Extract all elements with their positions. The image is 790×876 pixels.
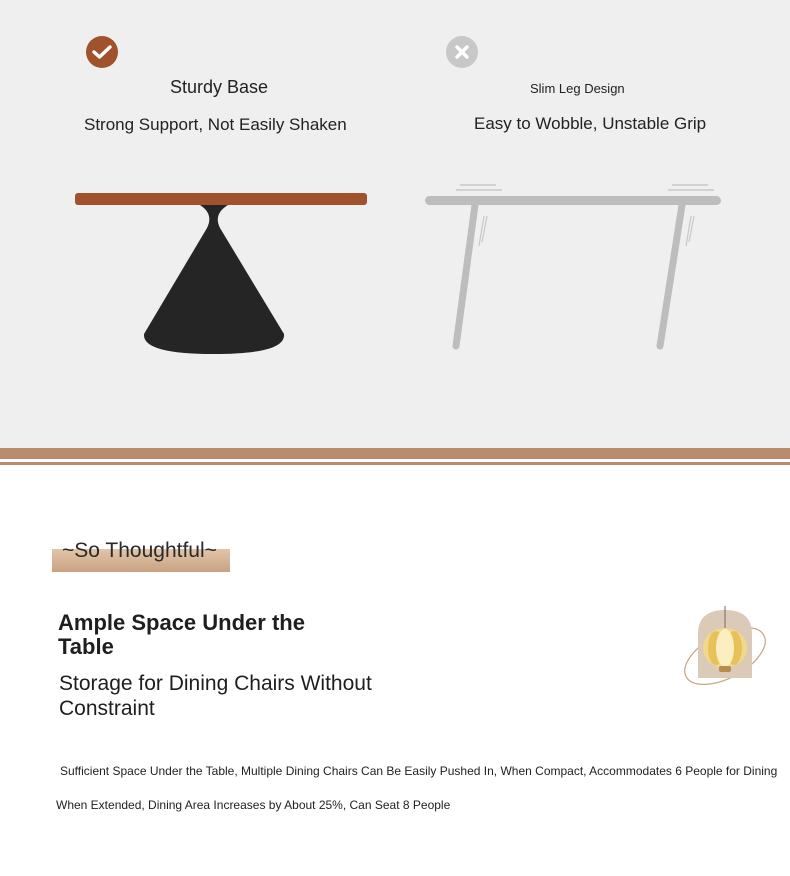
- bad-option-subtitle: Easy to Wobble, Unstable Grip: [474, 114, 707, 133]
- ribbon-text: ~So Thoughtful~: [62, 539, 217, 562]
- divider-stripe: [0, 448, 790, 459]
- slim-leg-table-illustration: [420, 180, 726, 356]
- feature-subheading: Storage for Dining Chairs Without Constraint: [59, 672, 372, 720]
- feature-heading: Ample Space Under the Table: [58, 610, 305, 659]
- feature-description-line-1: Sufficient Space Under the Table, Multiple Dining Chairs Can Be Easily Pushed In, When Compact, Accommodates 6 People for Dining: [60, 764, 778, 778]
- good-option-title: Sturdy Base: [170, 77, 269, 97]
- bad-option-title: Slim Leg Design: [530, 81, 625, 96]
- x-circle-icon: [446, 36, 478, 68]
- pedestal-table-illustration: [72, 186, 372, 358]
- check-circle-icon: [86, 36, 118, 68]
- pendant-lamp-icon: [680, 606, 770, 696]
- divider-line: [0, 462, 790, 465]
- good-option-subtitle: Strong Support, Not Easily Shaken: [84, 115, 347, 134]
- feature-description-line-2: When Extended, Dining Area Increases by About 25%, Can Seat 8 People: [56, 798, 451, 812]
